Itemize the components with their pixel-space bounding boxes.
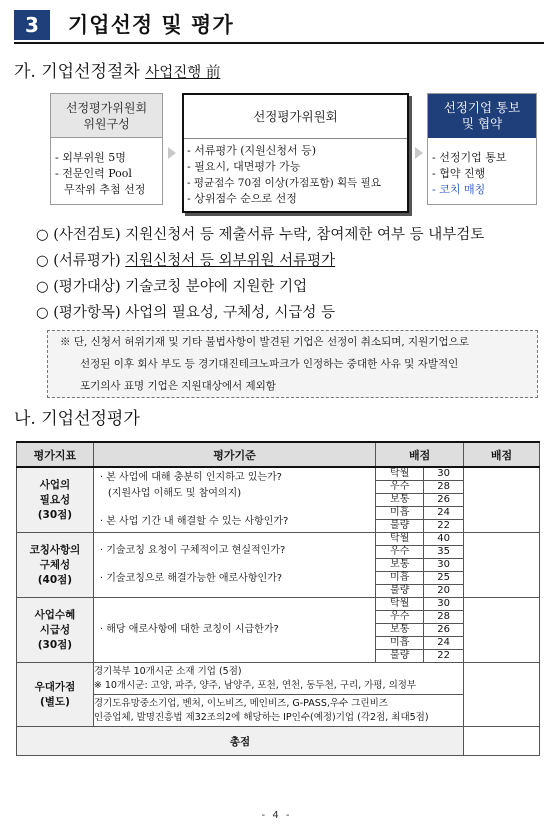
- level-label: 우수: [376, 481, 424, 494]
- page-number: - 4 -: [261, 810, 292, 821]
- score-cell: [464, 727, 540, 756]
- process-item: - 평균점수 70점 이상(가점포함) 획득 필요: [187, 177, 381, 189]
- process-box-title-line: 선정기업 통보: [443, 100, 521, 115]
- criteria-text: (평가대상) 기술코칭 분야에 지원한 기업: [53, 279, 308, 295]
- level-points: 30: [424, 467, 464, 481]
- process-box-title: [51, 94, 162, 138]
- level-label: 탁월: [376, 533, 424, 546]
- criteria-item: [36, 277, 307, 297]
- criteria-cell: [93, 598, 375, 663]
- preference-line: 경기도유망중소기업, 벤처, 이노비즈, 메인비즈, G-PASS,우수 그린비즈: [93, 697, 388, 709]
- level-points: 24: [424, 507, 464, 520]
- category-cell: [17, 663, 94, 727]
- table-row: [17, 663, 540, 695]
- category-line: 코칭사항의: [29, 543, 81, 556]
- criteria-line: (지원사업 이해도 및 참여의지): [107, 488, 242, 499]
- level-label: 불량: [376, 650, 424, 663]
- process-box-items: [184, 143, 407, 207]
- process-box-title-line: 위원구성: [83, 116, 130, 131]
- process-box-items: [428, 150, 536, 198]
- table-row: [17, 467, 540, 481]
- category-line: (별도): [39, 695, 70, 708]
- level-points: 26: [424, 494, 464, 507]
- section-number: 3: [14, 10, 50, 40]
- level-label: 탁월: [376, 467, 424, 481]
- arrow-right-icon: [168, 147, 176, 159]
- process-box-title: [428, 94, 536, 138]
- category-line: (40점): [37, 573, 73, 586]
- level-points: 24: [424, 637, 464, 650]
- category-line: 구체성: [39, 558, 71, 571]
- section-header: [14, 6, 544, 44]
- table-row: [17, 533, 540, 546]
- level-points: 20: [424, 585, 464, 598]
- section-divider: [14, 42, 544, 44]
- category-cell: [17, 598, 94, 663]
- level-points: 26: [424, 624, 464, 637]
- part-b-label: 나.: [14, 409, 36, 429]
- table-header-cell: 평가지표: [17, 442, 94, 467]
- category-line: (30점): [37, 508, 73, 521]
- level-label: 보통: [376, 494, 424, 507]
- part-a-subtitle: 사업진행 前: [145, 65, 221, 81]
- criteria-text: (서류평가): [53, 253, 126, 269]
- level-points: 25: [424, 572, 464, 585]
- circle-bullet-icon: ○: [36, 305, 49, 321]
- criteria-line: · 기술코칭 요청이 구체적이고 현실적인가?: [99, 545, 286, 556]
- criteria-text: (평가항목) 사업의 필요성, 구체성, 시급성 등: [53, 305, 335, 321]
- category-line: (30점): [37, 638, 73, 651]
- criteria-line: · 본 사업에 대해 충분히 인지하고 있는가?: [99, 472, 282, 483]
- level-label: 우수: [376, 611, 424, 624]
- part-a-label: 가.: [14, 62, 36, 82]
- table-header-cell: 평가기준: [93, 442, 375, 467]
- criteria-text: (사전검토) 지원신청서 등 제출서류 누락, 참여제한 여부 등 내부검토: [53, 227, 485, 243]
- part-b-heading: [14, 408, 140, 430]
- criteria-text-underlined: 지원신청서 등 외부위원 서류평가: [125, 253, 336, 269]
- table-header-row: [17, 442, 540, 467]
- section-title: 기업선정 및 평가: [68, 13, 234, 37]
- level-points: 35: [424, 546, 464, 559]
- level-label: 우수: [376, 546, 424, 559]
- category-line: 사업의: [39, 478, 71, 491]
- total-label: 총점: [17, 727, 464, 756]
- process-box-title-line: 선정평가위원회: [65, 100, 148, 115]
- category-line: 우대가점: [34, 680, 76, 693]
- criteria-cell: [93, 467, 375, 533]
- process-item: - 필요시, 대면평가 가능: [187, 160, 301, 173]
- level-points: 40: [424, 533, 464, 546]
- criteria-item: [36, 251, 335, 271]
- process-box-committee-formation: [50, 93, 163, 205]
- category-line: 필요성: [39, 493, 71, 506]
- criteria-cell: [93, 533, 375, 598]
- category-cell: [17, 467, 94, 533]
- table-row: [17, 727, 540, 756]
- criteria-item: [36, 303, 335, 323]
- level-label: 불량: [376, 520, 424, 533]
- part-a-title: 기업선정절차: [41, 62, 140, 82]
- level-points: 30: [424, 559, 464, 572]
- level-points: 30: [424, 598, 464, 611]
- score-cell: [464, 663, 540, 727]
- circle-bullet-icon: ○: [36, 227, 49, 243]
- process-item: - 선정기업 통보: [432, 151, 507, 164]
- table-header-cell: 배점: [464, 442, 540, 467]
- note-line: ※ 단, 신청서 허위기재 및 기타 불법사항이 발견된 기업은 선정이 취소되며, 지원기업으로: [60, 336, 469, 348]
- process-item: - 외부위원 5명: [55, 151, 126, 164]
- level-label: 미흡: [376, 572, 424, 585]
- criteria-line: · 본 사업 기간 내 해결할 수 있는 사항인가?: [99, 516, 289, 527]
- criteria-line: · 기술코칭으로 해결가능한 애로사항인가?: [99, 573, 283, 584]
- table-row: [17, 695, 540, 727]
- part-b-title: 기업선정평가: [41, 409, 140, 429]
- level-points: 22: [424, 520, 464, 533]
- table-row: [17, 598, 540, 611]
- score-cell: [464, 598, 540, 663]
- note-box: [47, 330, 538, 398]
- level-points: 28: [424, 611, 464, 624]
- process-box-title-line: 및 협약: [461, 116, 503, 131]
- level-label: 미흡: [376, 507, 424, 520]
- process-item: - 상위점수 순으로 선정: [187, 192, 297, 205]
- preference-cell: [93, 695, 463, 727]
- level-label: 보통: [376, 559, 424, 572]
- process-item: - 서류평가 (지원신청서 등): [187, 144, 317, 157]
- process-box-notification: [427, 93, 537, 205]
- arrow-right-icon: [415, 147, 423, 159]
- category-line: 시급성: [39, 623, 71, 636]
- level-label: 미흡: [376, 637, 424, 650]
- process-box-title: [184, 95, 407, 139]
- preference-cell: [93, 663, 463, 695]
- score-cell: [464, 533, 540, 598]
- evaluation-table: [16, 441, 540, 756]
- table-header-cell: 배점: [376, 442, 464, 467]
- note-line: 포기의사 표명 기업은 지원대상에서 제외함: [80, 380, 276, 392]
- process-item: - 전문인력 Pool: [55, 167, 132, 180]
- circle-bullet-icon: ○: [36, 279, 49, 295]
- category-line: 사업수혜: [34, 608, 76, 621]
- process-item: 무작위 추첨 선정: [64, 183, 146, 196]
- circle-bullet-icon: ○: [36, 253, 49, 269]
- criteria-item: [36, 225, 484, 245]
- process-box-committee: [182, 93, 409, 213]
- process-box-title-line: 선정평가위원회: [253, 108, 338, 124]
- level-label: 보통: [376, 624, 424, 637]
- process-box-items: [51, 150, 162, 198]
- process-item: - 협약 진행: [432, 167, 486, 180]
- note-line: 선정된 이후 회사 부도 등 경기대진테크노파크가 인정하는 중대한 사유 및 자발적인: [80, 358, 459, 370]
- level-label: 탁월: [376, 598, 424, 611]
- score-cell: [464, 467, 540, 533]
- preference-line: 인증업체, 발명진흥법 제32조의2에 해당하는 IP인수(예정)기업 (각2점, 최대5점): [93, 711, 429, 723]
- preference-line: ※ 10개시군: 고양, 파주, 양주, 남양주, 포천, 연천, 동두천, 구리, 가평, 의정부: [93, 679, 417, 691]
- level-points: 22: [424, 650, 464, 663]
- process-item-highlight: - 코치 매칭: [432, 183, 486, 196]
- category-cell: [17, 533, 94, 598]
- part-a-heading: [14, 61, 220, 84]
- level-points: 28: [424, 481, 464, 494]
- preference-line: 경기북부 10개시군 소재 기업 (5점): [93, 665, 242, 677]
- criteria-line: · 해당 애로사항에 대한 코칭이 시급한가?: [99, 624, 279, 635]
- level-label: 불량: [376, 585, 424, 598]
